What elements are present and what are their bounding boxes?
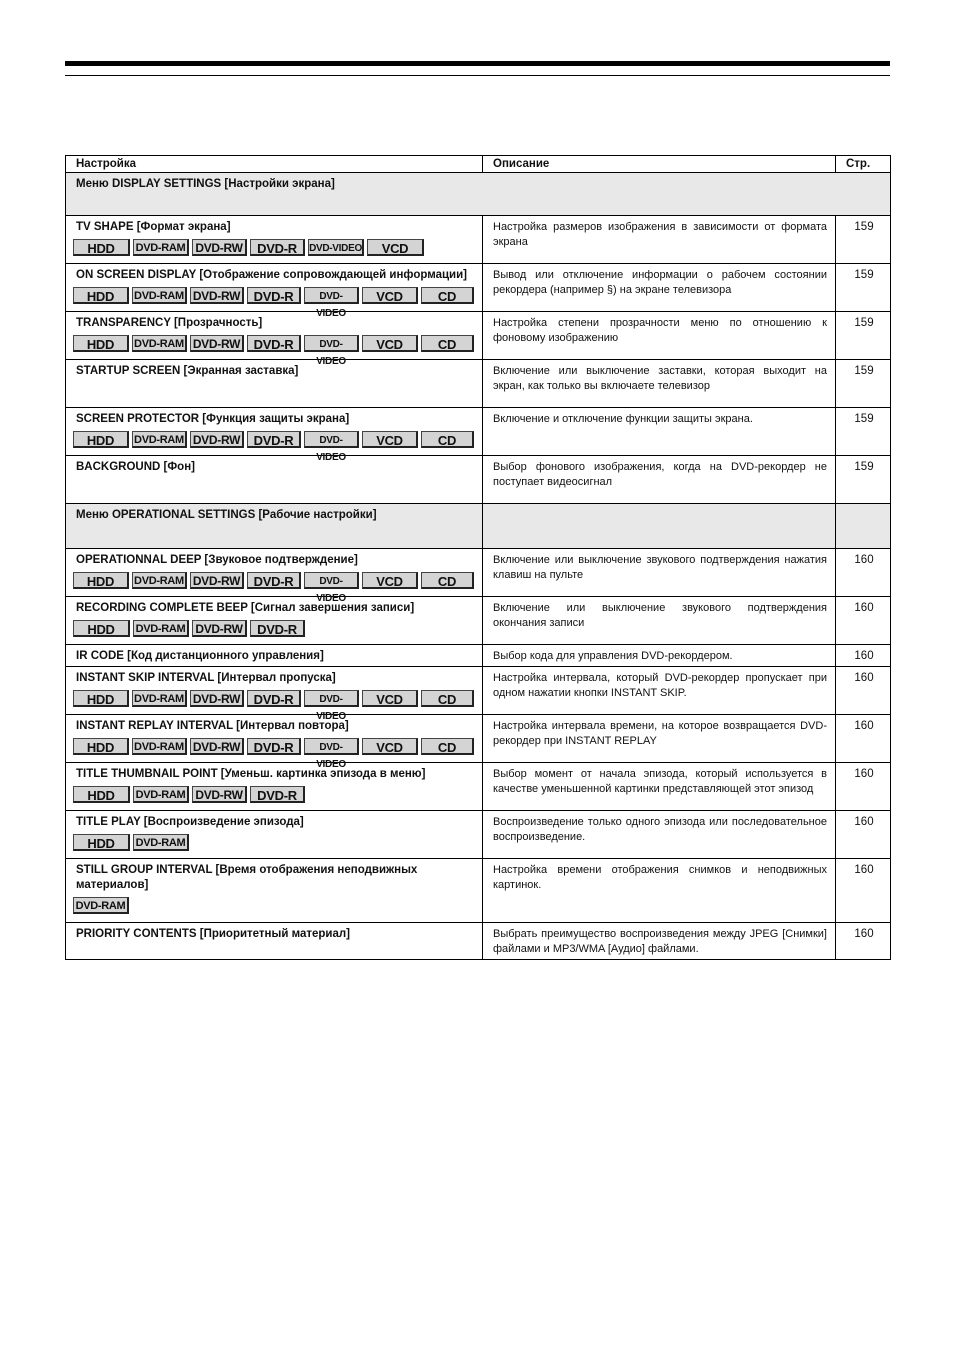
- disc-badge-dvd-rw: DVD-RW: [190, 335, 244, 352]
- setting-title: SCREEN PROTECTOR [Функция защиты экрана]: [76, 413, 350, 425]
- disc-badge-dvd-r: DVD-R: [247, 690, 301, 707]
- description-cell: Выбрать преимущество воспроизведения между JPEG [Снимки] файлами и MP3/WMA [Аудио] файлами.: [483, 923, 836, 960]
- setting-title: ON SCREEN DISPLAY [Отображение сопровождающей информации]: [76, 269, 467, 281]
- disc-badge-dvd-video: DVD-VIDEO: [304, 335, 359, 352]
- disc-badge-dvd-r: DVD-R: [250, 786, 305, 803]
- table-row: [66, 360, 891, 408]
- disc-badge-hdd: HDD: [73, 786, 130, 803]
- description-cell: Включение или выключение звукового подтверждения окончания записи: [483, 597, 836, 645]
- section-title: Меню DISPLAY SETTINGS [Настройки экрана]: [66, 173, 891, 216]
- disc-badge-vcd: VCD: [367, 239, 424, 256]
- disc-badge-vcd: VCD: [362, 690, 418, 707]
- disc-badge-dvd-rw: DVD-RW: [190, 287, 244, 304]
- description-cell: Воспроизведение только одного эпизода или последовательное воспроизведение.: [483, 811, 836, 859]
- table-row: [66, 456, 891, 504]
- description-cell: Вывод или отключение информации о рабочем состоянии рекордера (например §) на экране телевизора: [483, 264, 836, 312]
- table-header-row: [66, 156, 891, 173]
- table-row: [66, 312, 891, 360]
- disc-badge-hdd: HDD: [73, 335, 129, 352]
- setting-title: IR CODE [Код дистанционного управления]: [76, 650, 324, 662]
- setting-cell: [66, 645, 483, 667]
- disc-badge-dvd-rw: DVD-RW: [192, 239, 247, 256]
- disc-badge-dvd-ram: DVD-RAM: [132, 572, 187, 589]
- description-cell: Выбор момент от начала эпизода, который используется в качестве уменьшенной картинки представляющей этот эпизод: [483, 763, 836, 811]
- disc-badges: [73, 834, 474, 851]
- section-row: [66, 173, 891, 216]
- disc-badge-hdd: HDD: [73, 239, 130, 256]
- description-cell: Выбор фонового изображения, когда на DVD-рекордер не поступает видеосигнал: [483, 456, 836, 504]
- page-cell: 159: [836, 360, 891, 408]
- disc-badges: [73, 287, 474, 319]
- table-row: [66, 667, 891, 715]
- disc-badge-hdd: HDD: [73, 431, 129, 448]
- disc-badge-dvd-ram: DVD-RAM: [132, 287, 187, 304]
- section-title: Меню OPERATIONAL SETTINGS [Рабочие настройки]: [66, 504, 483, 549]
- disc-badge-hdd: HDD: [73, 620, 130, 637]
- header-page: Стр.: [836, 156, 891, 173]
- header-setting: Настройка: [66, 156, 483, 173]
- disc-badge-dvd-rw: DVD-RW: [190, 738, 244, 755]
- disc-badge-cd: CD: [421, 431, 474, 448]
- page-cell: 160: [836, 811, 891, 859]
- description-cell: Включение или выключение заставки, которая выходит на экран, как только вы включаете телевизор: [483, 360, 836, 408]
- page-cell: 160: [836, 923, 891, 960]
- setting-title: TITLE THUMBNAIL POINT [Уменьш. картинка эпизода в меню]: [76, 768, 426, 780]
- disc-badge-dvd-video: DVD-VIDEO: [304, 572, 359, 589]
- disc-badges: [73, 431, 474, 463]
- table-row: [66, 763, 891, 811]
- disc-badges: [73, 690, 474, 722]
- setting-title: BACKGROUND [Фон]: [76, 461, 195, 473]
- setting-cell: [66, 811, 483, 859]
- disc-badge-hdd: HDD: [73, 287, 129, 304]
- setting-title: TITLE PLAY [Воспроизведение эпизода]: [76, 816, 304, 828]
- table-row: [66, 859, 891, 923]
- section-page-empty: [836, 504, 891, 549]
- setting-cell: [66, 859, 483, 923]
- setting-title: INSTANT REPLAY INTERVAL [Интервал повтора]: [76, 720, 349, 732]
- disc-badges: [73, 786, 474, 803]
- disc-badge-dvd-video: DVD-VIDEO: [304, 431, 359, 448]
- description-cell: Настройка времени отображения снимков и неподвижных картинок.: [483, 859, 836, 923]
- table-row: [66, 264, 891, 312]
- description-cell: Выбор кода для управления DVD-рекордером.: [483, 645, 836, 667]
- table-row: [66, 549, 891, 597]
- page-cell: 159: [836, 312, 891, 360]
- description-cell: Включение или выключение звукового подтверждения нажатия клавиш на пульте: [483, 549, 836, 597]
- disc-badge-dvd-r: DVD-R: [247, 738, 301, 755]
- disc-badge-dvd-ram: DVD-RAM: [132, 738, 187, 755]
- description-cell: Настройка интервала, который DVD-рекордер пропускает при одном нажатии кнопки INSTANT SKIP.: [483, 667, 836, 715]
- section-desc-empty: [483, 504, 836, 549]
- header-rule-thin: [65, 75, 890, 76]
- header-rule-thick: [65, 61, 890, 66]
- table-row: [66, 923, 891, 960]
- disc-badge-vcd: VCD: [362, 335, 418, 352]
- page-cell: 159: [836, 456, 891, 504]
- disc-badge-dvd-rw: DVD-RW: [192, 786, 247, 803]
- disc-badges: [73, 897, 474, 914]
- setting-cell: [66, 408, 483, 463]
- disc-badges: [73, 335, 474, 367]
- disc-badge-cd: CD: [421, 738, 474, 755]
- description-cell: Настройка степени прозрачности меню по отношению к фоновому изображению: [483, 312, 836, 360]
- disc-badge-dvd-ram: DVD-RAM: [73, 897, 129, 914]
- disc-badge-dvd-r: DVD-R: [247, 287, 301, 304]
- page-cell: 159: [836, 408, 891, 456]
- setting-cell: [66, 456, 483, 504]
- disc-badge-hdd: HDD: [73, 690, 129, 707]
- disc-badge-cd: CD: [421, 335, 474, 352]
- setting-cell: [66, 216, 483, 264]
- setting-cell: [66, 360, 483, 408]
- setting-title: INSTANT SKIP INTERVAL [Интервал пропуска]: [76, 672, 336, 684]
- table-row: [66, 645, 891, 667]
- table-row: [66, 715, 891, 763]
- disc-badge-dvd-video: DVD-VIDEO: [304, 690, 359, 707]
- setting-cell: [66, 763, 483, 811]
- disc-badge-vcd: VCD: [362, 738, 418, 755]
- disc-badge-dvd-ram: DVD-RAM: [133, 239, 189, 256]
- header-description: Описание: [483, 156, 836, 173]
- disc-badge-dvd-ram: DVD-RAM: [132, 431, 187, 448]
- page-cell: 160: [836, 667, 891, 715]
- disc-badge-dvd-r: DVD-R: [250, 239, 305, 256]
- disc-badge-dvd-ram: DVD-RAM: [132, 690, 187, 707]
- page-cell: 160: [836, 645, 891, 667]
- setting-title: RECORDING COMPLETE BEEP [Сигнал завершения записи]: [76, 602, 415, 614]
- table-row: [66, 597, 891, 645]
- page-cell: 160: [836, 715, 891, 763]
- page-cell: 160: [836, 549, 891, 597]
- disc-badge-dvd-r: DVD-R: [247, 572, 301, 589]
- page-cell: 160: [836, 763, 891, 811]
- disc-badge-dvd-rw: DVD-RW: [192, 620, 247, 637]
- page-cell: 159: [836, 216, 891, 264]
- disc-badges: [73, 620, 474, 637]
- setting-title: STARTUP SCREEN [Экранная заставка]: [76, 365, 299, 377]
- disc-badge-cd: CD: [421, 690, 474, 707]
- disc-badge-dvd-video: DVD-VIDEO: [304, 287, 359, 304]
- disc-badges: [73, 572, 474, 604]
- disc-badge-dvd-video: DVD-VIDEO: [304, 738, 359, 755]
- disc-badge-cd: CD: [421, 572, 474, 589]
- page-cell: 160: [836, 859, 891, 923]
- setting-cell: [66, 312, 483, 367]
- description-cell: Включение и отключение функции защиты экрана.: [483, 408, 836, 456]
- disc-badge-vcd: VCD: [362, 572, 418, 589]
- disc-badge-hdd: HDD: [73, 572, 129, 589]
- page-cell: 160: [836, 597, 891, 645]
- description-cell: Настройка интервала времени, на которое возвращается DVD-рекордер при INSTANT REPLAY: [483, 715, 836, 763]
- section-row: [66, 504, 891, 549]
- disc-badges: [73, 738, 474, 770]
- setting-cell: [66, 597, 483, 645]
- table-row: [66, 408, 891, 456]
- setting-title: TV SHAPE [Формат экрана]: [76, 221, 231, 233]
- table-row: [66, 216, 891, 264]
- setting-title: PRIORITY CONTENTS [Приоритетный материал]: [76, 928, 350, 940]
- disc-badge-dvd-r: DVD-R: [247, 431, 301, 448]
- disc-badge-dvd-r: DVD-R: [247, 335, 301, 352]
- disc-badge-dvd-ram: DVD-RAM: [133, 620, 189, 637]
- disc-badge-dvd-rw: DVD-RW: [190, 572, 244, 589]
- disc-badge-cd: CD: [421, 287, 474, 304]
- disc-badge-dvd-ram: DVD-RAM: [133, 786, 189, 803]
- page-cell: 159: [836, 264, 891, 312]
- setting-title: OPERATIONNAL DEEP [Звуковое подтверждение]: [76, 554, 358, 566]
- setting-title: TRANSPARENCY [Прозрачность]: [76, 317, 263, 329]
- disc-badge-hdd: HDD: [73, 834, 130, 851]
- settings-table: [65, 155, 891, 960]
- disc-badge-dvd-r: DVD-R: [250, 620, 305, 637]
- disc-badge-dvd-ram: DVD-RAM: [133, 834, 189, 851]
- setting-cell: [66, 264, 483, 319]
- disc-badge-dvd-video: DVD-VIDEO: [308, 239, 364, 256]
- disc-badge-hdd: HDD: [73, 738, 129, 755]
- disc-badge-vcd: VCD: [362, 287, 418, 304]
- table-row: [66, 811, 891, 859]
- disc-badge-dvd-ram: DVD-RAM: [132, 335, 187, 352]
- disc-badges: [73, 239, 474, 256]
- disc-badge-dvd-rw: DVD-RW: [190, 690, 244, 707]
- disc-badge-dvd-rw: DVD-RW: [190, 431, 244, 448]
- setting-cell: [66, 667, 483, 722]
- setting-cell: [66, 715, 483, 770]
- setting-cell: [66, 923, 483, 960]
- setting-title: STILL GROUP INTERVAL [Время отображения неподвижных материалов]: [76, 864, 418, 891]
- setting-cell: [66, 549, 483, 604]
- description-cell: Настройка размеров изображения в зависимости от формата экрана: [483, 216, 836, 264]
- disc-badge-vcd: VCD: [362, 431, 418, 448]
